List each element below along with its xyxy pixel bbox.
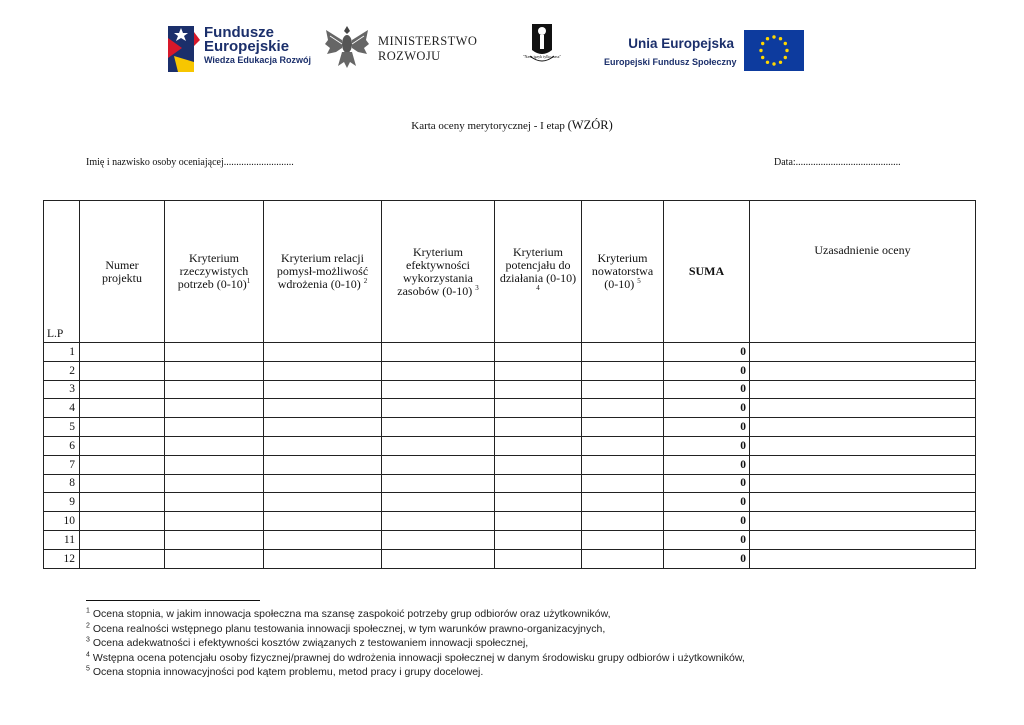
ministerstwo-rozwoju-logo [324, 22, 478, 77]
cell-c1[interactable] [165, 493, 264, 512]
cell-c2[interactable] [264, 436, 382, 455]
cell-c2[interactable] [264, 530, 382, 549]
footnote-text: Ocena realności wstępnego planu testowania innowacji społecznej, w tym warunków prawno-organizacyjnych, [92, 622, 606, 635]
cell-c2[interactable] [264, 493, 382, 512]
cell-sum: 0 [664, 361, 750, 380]
cell-c4[interactable] [495, 512, 582, 531]
cell-c3[interactable] [382, 380, 495, 399]
cell-c2[interactable] [264, 399, 382, 418]
cell-c3[interactable] [382, 549, 495, 568]
cell-project[interactable] [80, 361, 165, 380]
cell-project[interactable] [80, 343, 165, 362]
cell-sum: 0 [664, 399, 750, 418]
cell-lp: 7 [44, 455, 80, 474]
table-row [44, 436, 976, 455]
table-row [44, 493, 976, 512]
table-row [44, 474, 976, 493]
fundusze-europejskie-logo [168, 24, 311, 77]
cell-c2[interactable] [264, 418, 382, 437]
cell-c5[interactable] [582, 474, 664, 493]
cell-justification[interactable] [750, 380, 976, 399]
cell-c1[interactable] [165, 380, 264, 399]
header-criterion-potential [495, 201, 582, 343]
cell-c2[interactable] [264, 549, 382, 568]
cell-lp: 9 [44, 493, 80, 512]
cell-c5[interactable] [582, 530, 664, 549]
cell-justification[interactable] [750, 474, 976, 493]
footnote-text: Ocena adekwatności i efektywności kosztów związanych z testowaniem innowacji społecznej, [92, 637, 529, 650]
cell-c4[interactable] [495, 549, 582, 568]
cell-justification[interactable] [750, 512, 976, 531]
footnote-ref-3: 3 [475, 283, 479, 292]
title-text: Karta oceny merytorycznej - I etap [411, 120, 565, 132]
table-row [44, 512, 976, 531]
cell-c4[interactable] [495, 380, 582, 399]
cell-sum: 0 [664, 549, 750, 568]
cell-c4[interactable] [495, 474, 582, 493]
title-suffix: (WZÓR) [567, 118, 613, 132]
cell-c4[interactable] [495, 436, 582, 455]
cell-sum: 0 [664, 380, 750, 399]
ministry-line1: MINISTERSTWO [378, 34, 478, 48]
evaluation-table [43, 200, 976, 569]
cell-sum: 0 [664, 512, 750, 531]
cell-c4[interactable] [495, 493, 582, 512]
cell-c2[interactable] [264, 380, 382, 399]
cell-justification[interactable] [750, 549, 976, 568]
footnote-mark: 2 [86, 622, 90, 630]
header-sum: SUMA [664, 201, 750, 343]
cell-c2[interactable] [264, 474, 382, 493]
cell-c1[interactable] [165, 530, 264, 549]
footnote-text: Ocena stopnia, w jakim innowacja społeczna ma szansę zaspokoić potrzeby grup odbiorów oraz użytkowników, [92, 608, 611, 620]
cell-c1[interactable] [165, 399, 264, 418]
cell-project[interactable] [80, 436, 165, 455]
header-criterion-needs-text: Kryterium rzeczywistych potrzeb (0-10) [177, 251, 249, 291]
header-criterion-feasibility-text: Kryterium relacji pomysł-możliwość wdrożenia (0-10) [276, 251, 369, 291]
cell-c1[interactable] [165, 361, 264, 380]
header-project-number: Numer projektu [80, 201, 165, 343]
cell-project[interactable] [80, 549, 165, 568]
cell-c3[interactable] [382, 455, 495, 474]
cell-lp: 6 [44, 436, 80, 455]
cell-sum: 0 [664, 343, 750, 362]
seal-motto: "Nasz język tylko nasz" [522, 54, 562, 59]
cell-c3[interactable] [382, 530, 495, 549]
cell-lp: 11 [44, 530, 80, 549]
eu-line1: Unia Europejska [628, 36, 734, 51]
table-row [44, 530, 976, 549]
cell-lp: 12 [44, 549, 80, 568]
header-lp: L.P [44, 201, 80, 343]
footnote-item [86, 665, 745, 680]
cell-project[interactable] [80, 493, 165, 512]
cell-c4[interactable] [495, 530, 582, 549]
cell-c5[interactable] [582, 343, 664, 362]
cell-c3[interactable] [382, 493, 495, 512]
table-row [44, 361, 976, 380]
footnote-ref-5: 5 [637, 277, 641, 285]
table-row [44, 399, 976, 418]
cell-sum: 0 [664, 474, 750, 493]
fundusze-europejskie-text [204, 26, 311, 66]
cell-lp: 3 [44, 380, 80, 399]
header-criterion-needs [165, 201, 264, 343]
footnotes [86, 607, 745, 680]
footnote-mark: 4 [86, 651, 90, 659]
cell-c5[interactable] [582, 493, 664, 512]
header-criterion-novelty [582, 201, 664, 343]
cell-c4[interactable] [495, 418, 582, 437]
cell-c4[interactable] [495, 361, 582, 380]
cell-project[interactable] [80, 455, 165, 474]
cell-project[interactable] [80, 399, 165, 418]
cell-project[interactable] [80, 380, 165, 399]
partner-seal-logo [518, 20, 566, 73]
cell-c1[interactable] [165, 512, 264, 531]
cell-justification[interactable] [750, 455, 976, 474]
table-row [44, 343, 976, 362]
cell-project[interactable] [80, 530, 165, 549]
cell-justification[interactable] [750, 418, 976, 437]
cell-c3[interactable] [382, 399, 495, 418]
cell-justification[interactable] [750, 399, 976, 418]
cell-c5[interactable] [582, 512, 664, 531]
cell-c3[interactable] [382, 512, 495, 531]
cell-lp: 4 [44, 399, 80, 418]
cell-sum: 0 [664, 530, 750, 549]
cell-lp: 2 [44, 361, 80, 380]
cell-c5[interactable] [582, 380, 664, 399]
cell-project[interactable] [80, 474, 165, 493]
cell-sum: 0 [664, 436, 750, 455]
cell-c4[interactable] [495, 343, 582, 362]
cell-lp: 5 [44, 418, 80, 437]
footnote-item [86, 622, 745, 637]
cell-c2[interactable] [264, 512, 382, 531]
footnote-mark: 5 [86, 665, 90, 673]
eu-text [604, 36, 737, 68]
cell-sum: 0 [664, 493, 750, 512]
cell-c3[interactable] [382, 361, 495, 380]
cell-c4[interactable] [495, 455, 582, 474]
cell-project[interactable] [80, 512, 165, 531]
cell-c3[interactable] [382, 436, 495, 455]
cell-project[interactable] [80, 418, 165, 437]
cell-c1[interactable] [165, 343, 264, 362]
fundusze-europejskie-emblem-icon [168, 26, 200, 72]
document-title [0, 118, 1024, 133]
ministry-text [378, 34, 477, 64]
header-criterion-feasibility [264, 201, 382, 343]
fe-line1: Fundusze [204, 24, 274, 41]
cell-c1[interactable] [165, 436, 264, 455]
footnote-text: Ocena stopnia innowacyjności pod kątem problemu, metod pracy i grupy docelowej. [92, 666, 484, 679]
eu-flag-icon [744, 30, 804, 71]
cell-justification[interactable] [750, 493, 976, 512]
cell-c3[interactable] [382, 474, 495, 493]
header-justification: Uzasadnienie oceny [750, 201, 976, 343]
cell-lp: 1 [44, 343, 80, 362]
cell-lp: 10 [44, 512, 80, 531]
table-row [44, 549, 976, 568]
cell-lp: 8 [44, 474, 80, 493]
cell-c5[interactable] [582, 436, 664, 455]
cell-c2[interactable] [264, 343, 382, 362]
cell-justification[interactable] [750, 343, 976, 362]
polish-eagle-icon [324, 22, 370, 72]
table-row [44, 455, 976, 474]
cell-c5[interactable] [582, 399, 664, 418]
footnote-mark: 1 [86, 607, 90, 615]
footnote-item [86, 651, 745, 666]
cell-c4[interactable] [495, 399, 582, 418]
footnote-mark: 3 [86, 636, 90, 644]
cell-c3[interactable] [382, 343, 495, 362]
cell-c5[interactable] [582, 455, 664, 474]
fe-line2: Europejskie [204, 38, 290, 55]
header-criterion-efficiency-text: Kryterium efektywności wykorzystania zasobów (0-10) [397, 244, 473, 298]
cell-c2[interactable] [264, 361, 382, 380]
footnote-item [86, 607, 745, 622]
cell-c1[interactable] [165, 549, 264, 568]
table-row [44, 418, 976, 437]
eu-line2: Europejski Fundusz Społeczny [604, 57, 737, 67]
seal-icon [518, 20, 566, 68]
cell-c5[interactable] [582, 361, 664, 380]
cell-sum: 0 [664, 418, 750, 437]
header-criterion-novelty-text: Kryterium nowatorstwa (0-10) [591, 251, 654, 291]
footnote-text: Wstępna ocena potencjału osoby fizycznej/prawnej do wdrożenia innowacji społecznej w danym środowisku grupy odbiorów i użytkowników, [92, 651, 745, 664]
cell-c1[interactable] [165, 455, 264, 474]
footnote-item [86, 636, 745, 651]
cell-c1[interactable] [165, 418, 264, 437]
footnote-ref-1: 1 [246, 277, 251, 285]
assessor-name-field: Imię i nazwisko osoby oceniającej............................ [86, 157, 294, 168]
footnote-ref-2: 2 [363, 277, 368, 285]
table-row [44, 380, 976, 399]
fe-line3: Wiedza Edukacja Rozwój [204, 55, 311, 65]
date-field: Data:.......................................... [774, 157, 901, 168]
cell-sum: 0 [664, 455, 750, 474]
logo-bar [0, 20, 1024, 80]
cell-justification[interactable] [750, 361, 976, 380]
header-criterion-potential-text: Kryterium potencjału do działania (0-10) [499, 244, 577, 285]
ministry-line2: ROZWOJU [378, 49, 441, 63]
table-header-row [44, 201, 976, 343]
footnote-separator [86, 600, 260, 601]
cell-justification[interactable] [750, 436, 976, 455]
cell-c1[interactable] [165, 474, 264, 493]
cell-justification[interactable] [750, 530, 976, 549]
cell-c3[interactable] [382, 418, 495, 437]
header-criterion-efficiency [382, 201, 495, 343]
cell-c5[interactable] [582, 418, 664, 437]
footnote-ref-4: 4 [536, 283, 540, 292]
cell-c2[interactable] [264, 455, 382, 474]
cell-c5[interactable] [582, 549, 664, 568]
